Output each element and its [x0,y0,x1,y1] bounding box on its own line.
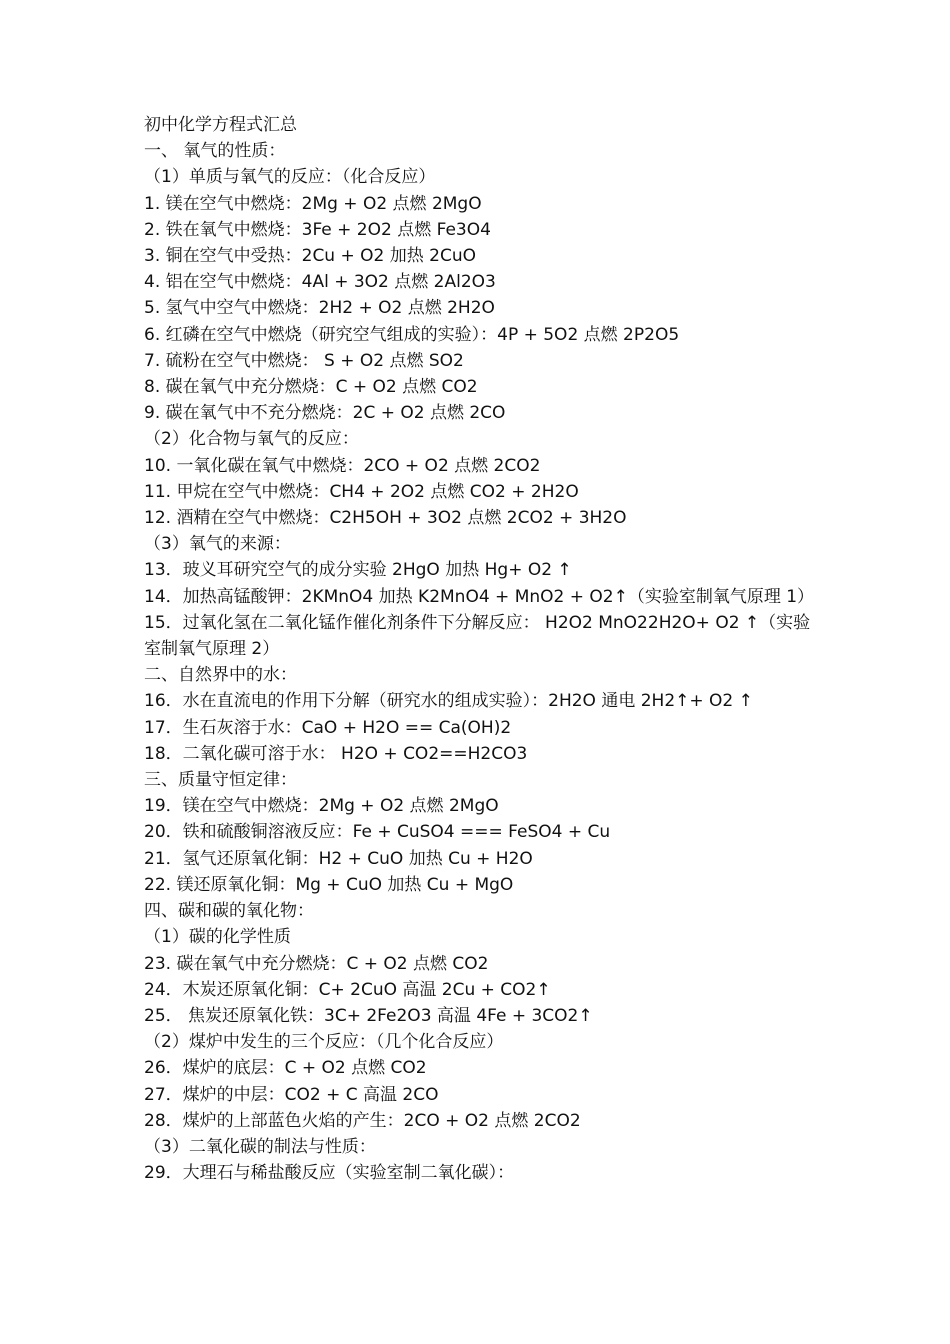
subsection-heading: （2）化合物与氧气的反应： [144,429,359,450]
equation-line: 18．二氧化碳可溶于水： H2O + CO2==H2CO3 [144,743,528,764]
equation-line: 10. 一氧化碳在氧气中燃烧：2CO + O2 点燃 2CO2 [144,455,541,476]
equation-line: 8. 碳在氧气中充分燃烧：C + O2 点燃 CO2 [144,377,478,398]
equation-line: 15．过氧化氢在二氧化锰作催化剂条件下分解反应： H2O2 MnO22H2O+ O2 ↑（实验室制氧气原理 2） [144,612,811,660]
section-heading-oxygen: 一、 氧气的性质： [144,141,286,162]
equation-line: 16．水在直流电的作用下分解（研究水的组成实验）：2H2O 通电 2H2↑+ O2 ↑ [144,691,753,712]
equation-line: 25． 焦炭还原氧化铁：3C+ 2Fe2O3 高温 4Fe + 3CO2↑ [144,1005,593,1026]
equation-line: 4. 铝在空气中燃烧：4Al + 3O2 点燃 2Al2O3 [144,272,496,293]
equation-line: 21．氢气还原氧化铜：H2 + CuO 加热 Cu + H2O [144,848,533,869]
equation-line: 2. 铁在氧气中燃烧：3Fe + 2O2 点燃 Fe3O4 [144,219,491,240]
equation-line: 1. 镁在空气中燃烧：2Mg + O2 点燃 2MgO [144,193,482,214]
equation-line: 14．加热高锰酸钾：2KMnO4 加热 K2MnO4 + MnO2 + O2↑（实验室制氧气原理 1） [144,586,815,607]
section-heading-water: 二、自然界中的水： [144,665,297,686]
equation-line: 28．煤炉的上部蓝色火焰的产生：2CO + O2 点燃 2CO2 [144,1110,581,1131]
subsection-heading: （3）氧气的来源： [144,534,291,555]
equation-line: 7. 硫粉在空气中燃烧： S + O2 点燃 SO2 [144,350,464,371]
equation-line: 20．铁和硫酸铜溶液反应：Fe + CuSO4 === FeSO4 + Cu [144,822,611,843]
equation-line: 19．镁在空气中燃烧：2Mg + O2 点燃 2MgO [144,796,499,817]
equation-line: 29．大理石与稀盐酸反应（实验室制二氧化碳）： [144,1163,515,1184]
equation-line: 13．玻义耳研究空气的成分实验 2HgO 加热 Hg+ O2 ↑ [144,560,572,581]
subsection-heading: （1）碳的化学性质 [144,927,291,948]
equation-line: 6. 红磷在空气中燃烧（研究空气组成的实验）：4P + 5O2 点燃 2P2O5 [144,324,680,345]
equation-line: 26．煤炉的底层：C + O2 点燃 CO2 [144,1058,427,1079]
subsection-heading: （3）二氧化碳的制法与性质： [144,1136,376,1157]
section-heading-mass-conservation: 三、质量守恒定律： [144,770,297,791]
equation-line: 3. 铜在空气中受热：2Cu + O2 加热 2CuO [144,246,476,267]
equation-line: 23. 碳在氧气中充分燃烧：C + O2 点燃 CO2 [144,953,489,974]
document-title: 初中化学方程式汇总 [144,115,297,135]
equation-line: 22. 镁还原氧化铜：Mg + CuO 加热 Cu + MgO [144,874,514,895]
equation-line: 5. 氢气中空气中燃烧：2H2 + O2 点燃 2H2O [144,298,495,319]
equation-line: 27．煤炉的中层：CO2 + C 高温 2CO [144,1084,439,1105]
equation-line: 17．生石灰溶于水：CaO + H2O == Ca(OH)2 [144,717,512,738]
equation-line: 9. 碳在氧气中不充分燃烧：2C + O2 点燃 2CO [144,403,506,424]
equation-line: 12. 酒精在空气中燃烧：C2H5OH + 3O2 点燃 2CO2 + 3H2O [144,508,627,529]
document-page [144,112,824,1186]
section-heading-carbon: 四、碳和碳的氧化物： [144,901,314,922]
equation-line: 24．木炭还原氧化铜：C+ 2CuO 高温 2Cu + CO2↑ [144,979,551,1000]
subsection-heading: （2）煤炉中发生的三个反应：（几个化合反应） [144,1032,504,1053]
equation-line: 11. 甲烷在空气中燃烧：CH4 + 2O2 点燃 CO2 + 2H2O [144,481,579,502]
subsection-heading: （1）单质与氧气的反应：（化合反应） [144,167,436,188]
